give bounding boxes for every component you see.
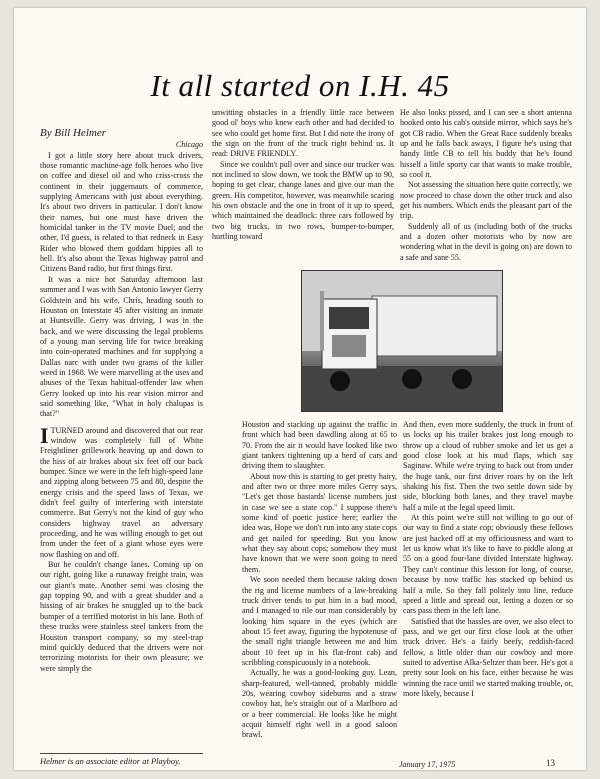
column-3-lower <box>403 420 573 699</box>
column-1 <box>40 128 203 674</box>
author-footnote: Helmer is an associate editor at Playboy. <box>40 756 181 766</box>
paragraph: And then, even more suddenly, the truck in front of us locks up his trailer brakes just long enough to throw up a cloud of rubber smoke and let us get a good close look at his mud flaps, which say Saginaw. While we're trying to back out from under the huge tank, our first driver roars by on the left shaking his fist. Then the two settle down side by side, blocking both lanes, and they travel maybe half a mile at the legal speed limit. <box>403 420 573 512</box>
paragraph: At this point we're still not willing to go out of our way to find a state cop; obviously these fellows are just hacked off at my officiousness and want to let us know what it's like to have to piddle along at 55 on a good four-lane divided Interstate highway. They can't continue this lesson for long, of course, because by now traffic has stacked up behind us half a mile. So they fall politely into line, reduce speed a little and spread out, letting a dozen or so cars pass them in the left lane. <box>403 513 573 616</box>
paragraph-text: TURNED around and discovered that our rear window was completely full of White Freightliner grillework heaving up and down to the hiss of air brakes about six feet off our back bumper. Since we were in the left high-speed lane and zipping along between 75 and 80, despite the energy crisis and the speed laws of Texas, we didn't feel guilty of interfering with interstate commerce. But Gerry's not the kind of guy who considers highway travel an adversary proceeding, and he was willing enough to get out from under the feet of a giant whose eyes were now flashing on and off. <box>40 425 203 559</box>
paragraph: About now this is starting to get pretty hairy, and after two or three more miles Gerry says, "Let's get those bastards' license numbers just in case we see a state cop." I suppose there's some kind of poetic justice here; earlier the idea was, Hope we don't run into any state cops and get nailed for speeding. But you know what they say about cops; somehow they must have known that we were soon going to need them. <box>242 471 397 574</box>
paragraph: He also looks pissed, and I can see a short antenna hooked onto his cab's outside mirror, which says he's got CB radio. When the Great Race suddenly breaks up and he falls back aways, I figure he's using that handy little CB to tell his buddy that he's found hisself a little sporty car that wants to make trouble, so cool it. <box>400 108 572 180</box>
paragraph: unwitting obstacles in a friendly little race between good ol' boys who knew each other and had decided to see who could get home first. But I did note the irony of the sign on the front of the truck right behind us. It read: DRIVE FRIENDLY. <box>212 108 394 159</box>
byline: By Bill Helmer <box>40 127 106 139</box>
drop-cap: I <box>40 422 49 448</box>
column-2 <box>212 108 394 242</box>
paragraph: Satisfied that the hassles are over, we also elect to pass, and we get our first close look at the other truck driver. He's a fairly beefy, reddish-faced fellow, a little older than our cowboy and more suited to advertise Alka-Seltzer than beer. He's got a pretty sour look on his face, either because he was winning the race until we started making trouble, or, more likely, because I <box>403 616 573 698</box>
paragraph: I got a little story here about truck drivers, those romantic machine-age folk heroes who live on coffee and diesel oil and who criss-cross the continent in their juggernauts of commerce, supplying Americans with just about everything. It's about two drivers in particular. I don't know their names, but one must have driven the homicidal tanker in the TV movie Duel; and the other, I'd guess, is related to that redneck in Easy Rider who blowed them goddam hippies all to hell. It's also about the Texas highway patrol and Citizens Band radio, but first things first. <box>40 150 203 274</box>
magazine-page <box>14 8 586 770</box>
paragraph: Actually, he was a good-looking guy. Lean, sharp-featured, well-tanned, probably middle 20s, wearing cowboy sideburns and a straw cowboy hat, he's straight out of a Marlboro ad or a beer commercial. He looks like he might acquit himself right well in a good saloon brawl. <box>242 668 397 740</box>
issue-date: January 17, 1975 <box>399 760 456 769</box>
paragraph: Not assessing the situation here quite correctly, we now proceed to chase down the other truck and also get his numbers. Which ends the pleasant part of the trip. <box>400 180 573 221</box>
column-2-lower <box>242 420 397 741</box>
paragraph: Suddenly all of us (including both of the trucks and a dozen other motorists who by now are wondering what in the devil is going on) are down to a safe and sane 55. <box>400 221 572 262</box>
paragraph: But he couldn't change lanes. Coming up on our right, going like a runaway freight train, was our giant's mate. Another semi was closing the gap topping 90, and with a great shudder and a hissing of air brakes he snuggled up to the back bumper of a terrified motorist in his lane. Both of these trucks were stainless steel tankers from the Houston transport company, so my steel-trap mind quickly deduced that the drivers were not terrorizing motorists for their own pleasure; we were simply the <box>40 560 203 673</box>
dateline: Chicago <box>175 140 203 150</box>
article-title: It all started on I.H. 45 <box>150 68 450 103</box>
paragraph: Since we couldn't pull over and since our trucker was not inclined to slow down, we took the BMW up to 90, hoping to get clear, change lanes and give our man the green. His competitor, however, was meanwhile scaring his own obstacle and the one in front of it up to speed, which maintained the deadlock: three cars followed by two big trucks, in two rows, bumper-to-bumper, hurtling toward <box>212 159 394 242</box>
truck-photo <box>301 270 503 412</box>
paragraph-dropcap <box>40 422 203 560</box>
footnote-rule <box>40 753 203 754</box>
page-number: 13 <box>546 758 555 768</box>
paragraph: Houston and stacking up against the traffic in front which had been dawdling along at 65 to 70. From the air it would have looked like two giant tankers tightening up a herd of cars and driving them to slaughter. <box>242 420 397 471</box>
column-3 <box>400 108 572 263</box>
paragraph: We soon needed them because taking down the rig and license numbers of a law-breaking truck driver tends to put him in a bad mood, and I managed to rile our man considerably by looking him square in the eyes (which are about 15 feet away, figuring the hypotenuse of the small right triangle between me and him about 10 feet up in his flat-front cab) and scribbling conspicuously in a notebook. <box>242 575 397 667</box>
paragraph: It was a nice hot Saturday afternoon last summer and I was with San Antonio lawyer Gerry Goldstein and his wife, Chris, heading south to Houston on Interstate 45 after visiting an inmate at Huntsville. Gerry was driving, I was in the back, and we were discussing the legal problems of a young man serving life for twice breaking into coin-operated machines and for supplying a Dallas narc with under two grams of the killer weed in 1968. We were marvelling at the uses and abuses of the Texas habitual-offender law when Gerry looked up into his rear vision mirror and said something like, "What in holy chalupas is that?" <box>40 274 203 419</box>
truck-illustration <box>302 271 502 411</box>
